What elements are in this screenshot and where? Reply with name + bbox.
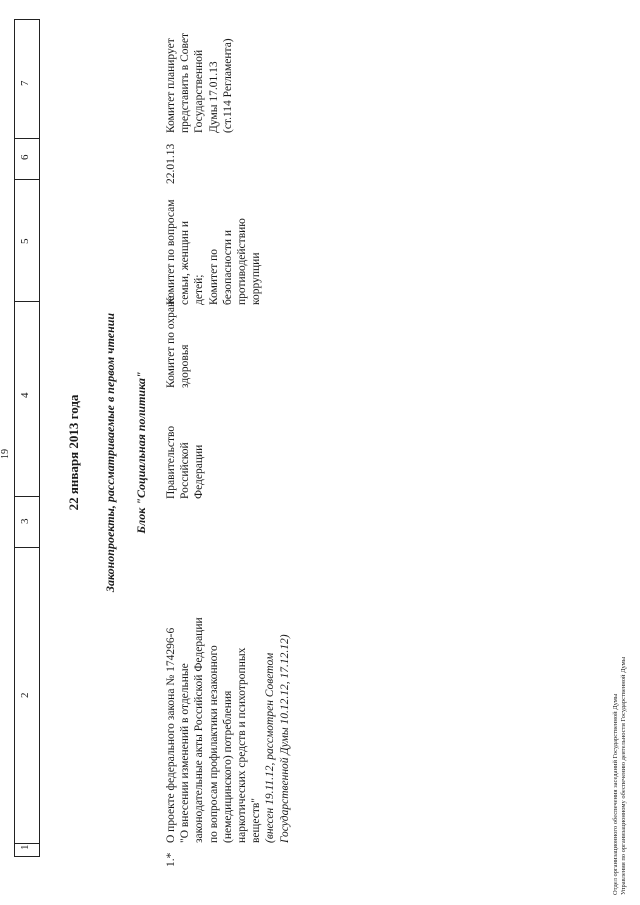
initiator-line: Федерации <box>193 444 206 499</box>
bill-line: (немедицинского) потребления <box>221 690 234 843</box>
co-committee-line: коррупции <box>250 252 263 305</box>
co-committee-line: противодействию <box>236 218 249 305</box>
co-committee-line: семьи, женщин и <box>179 220 192 305</box>
column-divider <box>15 496 39 497</box>
column-divider <box>15 301 39 302</box>
committee-line: Комитет по охране <box>165 295 177 388</box>
column-divider <box>15 138 39 139</box>
bill-line: О проекте федерального закона № 174296-6 <box>165 627 177 843</box>
page-number: 19 <box>0 449 11 459</box>
date-heading: 22 января 2013 года <box>66 394 81 511</box>
co-committee-line: безопасности и <box>221 229 234 305</box>
column-divider <box>15 843 39 844</box>
column-divider <box>15 547 39 548</box>
column-header-4: 4 <box>19 392 31 398</box>
footer-line: Управления по организационному обеспечению деятельности Государственной Думы <box>620 656 627 895</box>
co-committee-line: Комитет по <box>207 249 220 305</box>
block-heading: Блок "Социальная политика" <box>134 371 148 534</box>
column-header-6: 6 <box>19 154 31 160</box>
column-header-row <box>14 19 40 857</box>
footer-line: Отдел организационного обеспечения заседаний Государственной Думы <box>612 693 619 895</box>
review-date: 22.01.13 <box>165 143 177 184</box>
remarks-line: Комитет планирует <box>165 38 177 133</box>
bill-line: веществ" <box>250 798 263 843</box>
subheading: Законопроекты, рассматриваемые в первом чтении <box>103 312 117 593</box>
initiator <box>164 409 207 499</box>
remarks-line: Думы 17.01.13 <box>207 61 220 133</box>
bill-note-line: (внесен 19.11.12, рассмотрен Советом <box>264 652 277 843</box>
initiator-line: Российской <box>179 442 192 499</box>
committee-line: здоровья <box>179 344 192 388</box>
initiator-line: Правительство <box>165 425 177 499</box>
bill-line: "О внесении изменений в отдельные <box>179 663 192 843</box>
footer <box>612 395 628 895</box>
remarks-line: представить в Совет <box>179 32 192 133</box>
column-header-7: 7 <box>19 80 31 86</box>
bill-description <box>164 543 292 843</box>
column-header-5: 5 <box>19 238 31 244</box>
bill-note-line: Государственной Думы 10.12.12, 17.12.12) <box>278 634 291 843</box>
row-index: 1.* <box>165 852 177 867</box>
remarks-line: (ст.114 Регламента) <box>221 38 234 133</box>
column-header-2: 2 <box>19 692 31 698</box>
bill-line: по вопросам профилактики незаконного <box>207 645 220 843</box>
bill-line: наркотических средств и психотропных <box>236 647 249 843</box>
co-committees <box>164 190 263 305</box>
bill-line: законодательные акты Российской Федерации <box>193 617 206 843</box>
co-committee-line: детей; <box>193 274 206 305</box>
remarks <box>164 8 235 133</box>
co-committee-line: Комитет по вопросам <box>165 199 177 305</box>
remarks-line: Государственной <box>193 49 206 133</box>
column-header-3: 3 <box>19 518 31 524</box>
column-header-1: 1 <box>19 844 31 850</box>
column-divider <box>15 179 39 180</box>
